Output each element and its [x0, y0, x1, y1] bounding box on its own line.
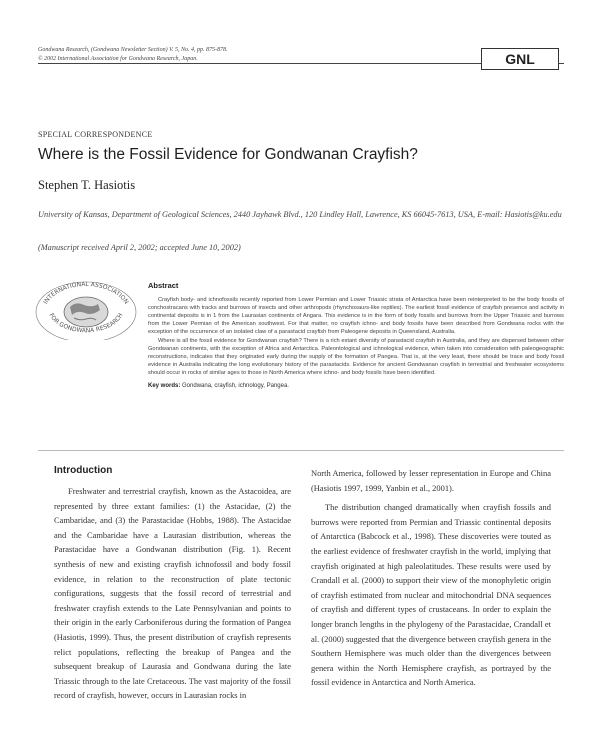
body-paragraph: North America, followed by lesser representation in Europe and China (Hasiotis 1997, 1999, Yanbin et al., 2001). — [311, 468, 551, 493]
right-column — [311, 466, 551, 690]
keywords — [148, 383, 564, 389]
seal-text-bottom: FOR GONDWANA RESEARCH — [47, 312, 125, 335]
author-name: Stephen T. Hasiotis — [38, 178, 136, 192]
abstract-block — [148, 281, 564, 389]
section-label: SPECIAL CORRESPONDENCE — [38, 130, 153, 139]
keywords-list: Gondwana, crayfish, ichnology, Pangea. — [182, 383, 289, 389]
journal-citation: Gondwana Research, (Gondwana Newsletter Section) V. 5, No. 4, pp. 875-878. — [38, 47, 228, 53]
body-paragraph: Freshwater and terrestrial crayfish, known as the Astacoidea, are represented by three extant families: (1) the Astacidae, (2) the Cambaridae, and (3) the Parastacidae (Hobbs, 1988). The Astacidae and the Cambaridae have a Laurasian distribution, whereas the Parastacidae have a Gondwanan distribution (Fig. 1). Recent synthesis of new and existing crayfish ichnofossil and body fossil evidence, in relation to the reconstruction of plate tectonic configurations, suggests that the fossil record of terrestrial and freshwater crayfish extends to the Late Pennsylvanian and points to their origin in the early Carboniferous during the formation of Pangea (Hasiotis, 1999). Thus, the present distribution of crayfish represents relict populations, reflecting the breakup of Pangea and the subsequent breakup of Laurasia and Gondwana during the late Triassic through to the late Cretaceous. The vast majority of the fossil record of crayfish, however, occurs in Laurasian rocks in — [54, 486, 291, 701]
author-affiliation: University of Kansas, Department of Geological Sciences, 2440 Jayhawk Blvd., 120 Lindley Hall, Lawrence, KS 66045-7613, USA, E-mail: Hasiotis@ku.edu — [38, 210, 562, 219]
abstract-paragraph: Where is all the fossil evidence for Gondwanan crayfish? There is a rich extant diversity of parastacid crayfish in Australia, and they are dispersed between other Gondwanan continents, with the exception of Africa and Antarctica. Paleontological and ichnological evidence, when taken into consideration with paleogeographic reconstructions, indicates that they originated early during the supply of the formation of Pangea. That is, at the very least, there should be trace and body fossil evidence in Australia indicating the long evolutionary history of the parastacids. Evidence for ancient Gondwanan crayfish in terrestrial and freshwater ecosystems should occur in rocks of similar ages to those in North America where ichno- and body fossils have been identified. — [148, 338, 564, 376]
journal-copyright: © 2002 International Association for Gondwana Research, Japan. — [38, 55, 198, 62]
body-paragraph: The distribution changed dramatically when crayfish fossils and burrows were reported from Permian and Triassic continental deposits of Antarctica (Babcock et al., 1998). These discoveries were touted as the earliest evidence of freshwater crayfish in the world, implying that crayfish originated at high paleolatitudes. These results were used by Crandall et al. (2000) to support their view of the monophyletic origin of crayfish estimated from nuclear and mitochondrial DNA sequences of crayfish and different types of crustaceans. In order to explain the longer branch lengths in the phylogeny of the Parastacidae, Crandall et al. (2000) suggested that the divergence between crayfish genera in the Southern Hemisphere was much older than the divergences between genera within the North Hemisphere crayfish, as portrayed by the fossil evidence in Antarctica and North America. — [311, 502, 551, 688]
abstract-heading: Abstract — [148, 281, 179, 290]
keywords-label: Key words: — [148, 383, 181, 389]
abstract-paragraph: Crayfish body- and ichnofossils recently reported from Lower Permian and Lower Triassic strata of Antarctica have been reinterpreted to be the body fossils of conchostracans with tracks and burrows of insects and other arthropods (rhynchosaurs-like reptiles). The earliest fossil evidence of crayfish presence and activity in continental deposits is in 1 from the Laurasian continents of Angara. This evidence is in the form of body fossils and burrows from the Upper Triassic and burrows from the Lower Permian of the American southwest. For that matter, no crayfish ichno- and body fossils have been described from Gondwana rocks with the exception of the occurrence of an isolated claw of a parastacid crayfish from Paleogene deposits in Queensland, Australia. — [148, 297, 564, 335]
seal-text-top: INTERNATIONAL ASSOCIATION — [42, 280, 130, 306]
manuscript-dates: (Manuscript received April 2, 2002; accepted June 10, 2002) — [38, 243, 241, 252]
article-title: Where is the Fossil Evidence for Gondwanan Crayfish? — [38, 146, 418, 163]
gnl-logo: GNL — [481, 48, 559, 70]
introduction-heading: Introduction — [54, 465, 113, 476]
abstract-divider — [38, 450, 564, 451]
journal-header — [38, 46, 338, 63]
association-seal-icon — [30, 274, 142, 340]
left-column — [54, 484, 291, 703]
